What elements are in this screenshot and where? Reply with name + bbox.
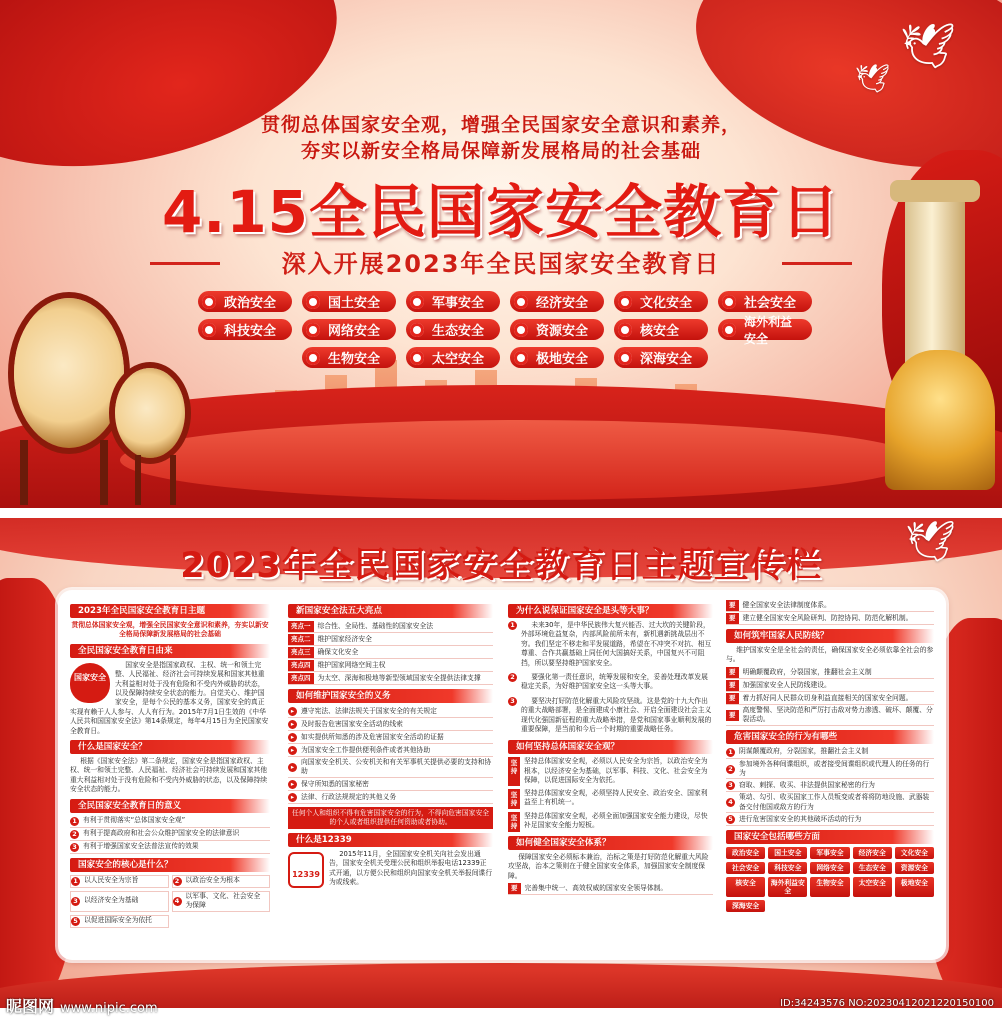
list-item: 5 进行危害国家安全的其他破坏活动的行为 (726, 814, 934, 826)
list-item: 亮点二 维护国家经济安全 (288, 634, 493, 646)
section-heading: 如何健全国家安全体系？ (508, 836, 713, 850)
core-grid (70, 875, 270, 928)
security-pill: 科技安全 (198, 319, 292, 340)
watermark-brand: 昵图网 www.nipic.com (6, 997, 158, 1016)
list-item: 坚持 坚持总体国家安全观，必须坚持人民安全、政治安全、国家利益至上有机统一。 (508, 789, 713, 809)
emblem-icon (410, 323, 424, 337)
origin-text: 国家安全是指国家政权、主权、统一和领土完整、人民福祉、经济社会可持续发展和国家其他重大利益相对处于没有危险和不受内外威胁的状态，以及保障持续安全状态的能力。自觉关心、维护国家安全，是每个公民的基本义务，国家安全的真正实现有赖于人人参与、人人有行为。2015年7月1日生效的《中华人民共和国国家安全法》第14条规定，每年4月15日为全民国家安全教育日。 (70, 660, 269, 735)
section-heading: 什么是12339 (288, 833, 493, 847)
list-item: 2 有利于提高政府和社会公众维护国家安全的法律意识 (70, 829, 270, 841)
security-pill: 生物安全 (302, 347, 396, 368)
list-item: 要 建立健全国家安全风险研判、防控协同、防范化解机制。 (726, 613, 934, 625)
list-item: 3 以经济安全为基础 (70, 891, 169, 912)
column-3 (508, 600, 713, 896)
list-item: ▸ 如实提供所知悉的涉及危害国家安全活动的证据 (288, 732, 493, 744)
bottom-board (0, 518, 1002, 1008)
security-pill: 深海安全 (614, 347, 708, 368)
emblem-icon (618, 351, 632, 365)
emblem-icon (202, 295, 216, 309)
security-pill: 政治安全 (198, 291, 292, 312)
security-pill: 经济安全 (510, 291, 604, 312)
list-item: 2 参加境外各种间谍组织，或者接受间谍组织或代理人的任务的行为 (726, 760, 934, 780)
security-type-grid (726, 847, 934, 912)
list-item: 1 以人民安全为宗旨 (70, 875, 169, 888)
theme-text: 贯彻总体国家安全观，增强全民国家安全意识和素养，夯实以新安全格局保障新发展格局的社会基础 (71, 621, 269, 639)
hotline-phone-icon: 12339 (288, 852, 324, 888)
dove-icon: 🕊 (905, 519, 956, 565)
top-banner (0, 0, 1002, 508)
security-type-block: 军事安全 (810, 847, 849, 859)
drum-stand (135, 455, 141, 505)
security-pill: 文化安全 (614, 291, 708, 312)
section-heading: 新国家安全法五大亮点 (288, 604, 493, 618)
list-item: ▸ 法律、行政法规规定的其他义务 (288, 792, 493, 804)
banner-theme: 深入开展2023年全民国家安全教育日 (281, 250, 721, 278)
emblem-icon (514, 295, 528, 309)
hotline-text: 2015年11月，全国国家安全机关向社会发出通告，国家安全机关受理公民和组织举报电话12339正式开通，以方便公民和组织向国家安全机关举报间谍行为或线索。 (329, 849, 493, 887)
security-type-block: 社会安全 (726, 862, 765, 874)
security-pill: 海外利益安全 (718, 319, 812, 340)
security-pill: 核安全 (614, 319, 708, 340)
notice-box: 任何个人和组织不得有危害国家安全的行为，不得向危害国家安全的个人或者组织提供任何资助或者协助。 (288, 807, 493, 829)
security-pill: 社会安全 (718, 291, 812, 312)
dove-icon: 🕊 (900, 21, 956, 72)
section-heading: 2023年全民国家安全教育日主题 (70, 604, 270, 618)
list-item: 2 要强化第一责任意识，统筹发展和安全，妥善处理改革发展稳定关系，为好维护国家安全这一头等大事。 (508, 673, 713, 694)
list-item: 要 加强国家安全人民防线建设。 (726, 680, 934, 692)
section-heading: 为什么说保证国家安全是头等大事？ (508, 604, 713, 618)
defense-text: 维护国家安全是全社会的责任，确保国家安全必须依靠全社会的参与。 (726, 646, 934, 664)
emblem-icon (514, 351, 528, 365)
content-panel (58, 590, 946, 960)
security-type-block: 政治安全 (726, 847, 765, 859)
list-item: 要 完善集中统一、高效权威的国家安全领导体制。 (508, 883, 713, 895)
banner-title: 4.15全民国家安全教育日 (161, 178, 841, 246)
emblem-icon (722, 295, 736, 309)
column-4 (726, 600, 934, 912)
drum-illustration (115, 368, 185, 458)
emblem-icon (306, 351, 320, 365)
security-type-block: 生物安全 (810, 877, 849, 897)
pill-row (185, 314, 825, 346)
emblem-icon (202, 323, 216, 337)
section-heading: 国家安全包括哪些方面 (726, 830, 934, 844)
emblem-icon (618, 323, 632, 337)
security-type-block: 国土安全 (768, 847, 807, 859)
security-pill-list (185, 291, 825, 375)
pill-row (185, 347, 825, 368)
list-item: 4 策动、勾引、收买国家工作人员叛变或者将将防地设施、武器装备交付他国或敌方的行为 (726, 793, 934, 813)
what-text: 根据《国家安全法》第二条规定，国家安全是指国家政权、主权、统一和领土完整、人民福祉、经济社会可持续发展和国家其他重大利益相对处于没有危险和不受内外威胁的状态，以及保障持续安全状态的能力。 (70, 757, 268, 794)
section-heading: 全民国家安全教育日由来 (70, 644, 270, 658)
list-item: ▸ 及时报告危害国家安全活动的线索 (288, 719, 493, 731)
list-item: 1 未来30年，是中华民族伟大复兴能否、过大坎的关键阶段，外部环境危益复杂，内部风险前所未有，新机遇新挑战层出不穷。我们坚定不移走和平发展道路，希望在不冲突不对抗、相互尊重、合作共赢基础上同任何大国搞好关系，中国复兴不可阻挡，所以要坚持维护国家安全。 (508, 621, 713, 670)
slogan-line-2: 夯实以新安全格局保障新发展格局的社会基础 (300, 140, 701, 162)
section-heading: 如何维护国家安全的义务 (288, 689, 493, 703)
list-item: 3 有利于增强国家安全法普法宣传的效果 (70, 842, 270, 854)
security-type-block: 生态安全 (853, 862, 892, 874)
slogan-line-1: 贯彻总体国家安全观，增强全民国家安全意识和素养， (260, 114, 741, 136)
red-wave-decoration (120, 420, 920, 500)
section-heading: 如何筑牢国家人民防线？ (726, 629, 934, 643)
section-heading: 国家安全的核心是什么？ (70, 858, 270, 872)
list-item: 亮点四 为太空、深海和极地等新型领域国家安全提供法律支撑 (288, 673, 493, 685)
system-text: 保障国家安全必须标本兼治，治标之策是打好防范化解重大风险攻坚战，治本之策则在于健全国家安全体系，加强国家安全制度保障。 (508, 852, 709, 880)
security-type-block: 经济安全 (853, 847, 892, 859)
list-item: 要 高度警惕、坚决防范和严厉打击敌对势力渗透、破坏、颠覆、分裂活动。 (726, 706, 934, 726)
drum-stand (100, 440, 108, 505)
list-item: ▸ 为国家安全工作提供便利条件或者其他协助 (288, 745, 493, 757)
list-item: 1 阴谋颠覆政府，分裂国家，推翻社会主义制 (726, 747, 934, 759)
list-item: 3 要坚决打好防范化解重大风险攻坚战。这是党的十九大作出的重大战略部署，是全面建成小康社会、开启全面建设社会主义现代化强国新征程的重大战略举措，是党和国家事业顺利发展的重要保障，是当前和今后一个时期的重要战略任务。 (508, 697, 713, 737)
security-pill: 国土安全 (302, 291, 396, 312)
list-item: 坚持 坚持总体国家安全观，必须全面加强国家安全能力建设，尽快补足国家安全能力短板。 (508, 812, 713, 832)
emblem-icon (410, 295, 424, 309)
section-heading: 如何坚持总体国家安全观？ (508, 740, 713, 754)
list-item: 坚持 坚持总体国家安全观，必须以人民安全为宗旨，以政治安全为根本，以经济安全为基础，以军事、科技、文化、社会安全为保障，以促进国际安全为依托。 (508, 757, 713, 785)
security-type-block: 深海安全 (726, 900, 765, 912)
list-item: 亮点四 维护国家网络空间主权 (288, 660, 493, 672)
security-type-block: 科技安全 (768, 862, 807, 874)
list-item: 3 窃取、刺探、收买、非法提供国家秘密的行为 (726, 780, 934, 792)
list-item: 要 健全国家安全法律制度体系。 (726, 600, 934, 612)
security-type-block: 太空安全 (853, 877, 892, 897)
drum-stand (20, 440, 28, 505)
security-pill: 军事安全 (406, 291, 500, 312)
section-heading: 全民国家安全教育日的意义 (70, 799, 270, 813)
security-pill: 太空安全 (406, 347, 500, 368)
column-1 (70, 600, 270, 928)
security-type-block: 核安全 (726, 877, 765, 897)
watermark-id: ID:34243576 NO:20230412021220150100 (780, 998, 994, 1009)
list-item: 要 明确颠覆政府，分裂国家，推翻社会主义制 (726, 667, 934, 679)
security-pill: 资源安全 (510, 319, 604, 340)
section-heading: 什么是国家安全？ (70, 740, 270, 754)
list-item: 5 以促进国际安全为依托 (70, 915, 169, 928)
drum-illustration (14, 298, 124, 448)
security-pill: 网络安全 (302, 319, 396, 340)
section-heading: 危害国家安全的行为有哪些 (726, 730, 934, 744)
list-item: 1 有利于贯彻落实“总体国家安全观” (70, 816, 270, 828)
emblem-icon (306, 295, 320, 309)
security-type-block: 海外利益安全 (768, 877, 807, 897)
emblem-icon (306, 323, 320, 337)
emblem-icon (514, 323, 528, 337)
dove-icon: 🕊 (855, 62, 891, 95)
national-security-emblem: 国家安全 (70, 663, 110, 703)
security-pill: 极地安全 (510, 347, 604, 368)
list-item: ▸ 遵守宪法、法律法规关于国家安全的有关规定 (288, 706, 493, 718)
list-item: 2 以政治安全为根本 (172, 875, 271, 888)
drum-stand (170, 455, 176, 505)
security-pill: 生态安全 (406, 319, 500, 340)
emblem-icon (722, 323, 736, 337)
security-type-block: 文化安全 (895, 847, 934, 859)
emblem-icon (410, 351, 424, 365)
column-2 (288, 600, 493, 889)
list-item: 亮点一 综合性、全局性、基础性的国家安全法 (288, 621, 493, 633)
emblem-icon (618, 295, 632, 309)
stone-lion-illustration (885, 350, 995, 490)
list-item: 4 以军事、文化、社会安全为保障 (172, 891, 271, 912)
security-type-block: 资源安全 (895, 862, 934, 874)
security-type-block: 网络安全 (810, 862, 849, 874)
pill-row (185, 291, 825, 312)
board-title: 2023年全民国家安全教育日主题宣传栏 (180, 546, 822, 586)
list-item: ▸ 保守所知悉的国家秘密 (288, 779, 493, 791)
list-item: 亮点三 确保文化安全 (288, 647, 493, 659)
list-item: ▸ 向国家安全机关、公安机关和有关军事机关提供必要的支持和协助 (288, 758, 493, 778)
security-type-block: 极地安全 (895, 877, 934, 897)
list-item: 要 着力抓好同人民群众切身利益直接相关的国家安全问题。 (726, 693, 934, 705)
